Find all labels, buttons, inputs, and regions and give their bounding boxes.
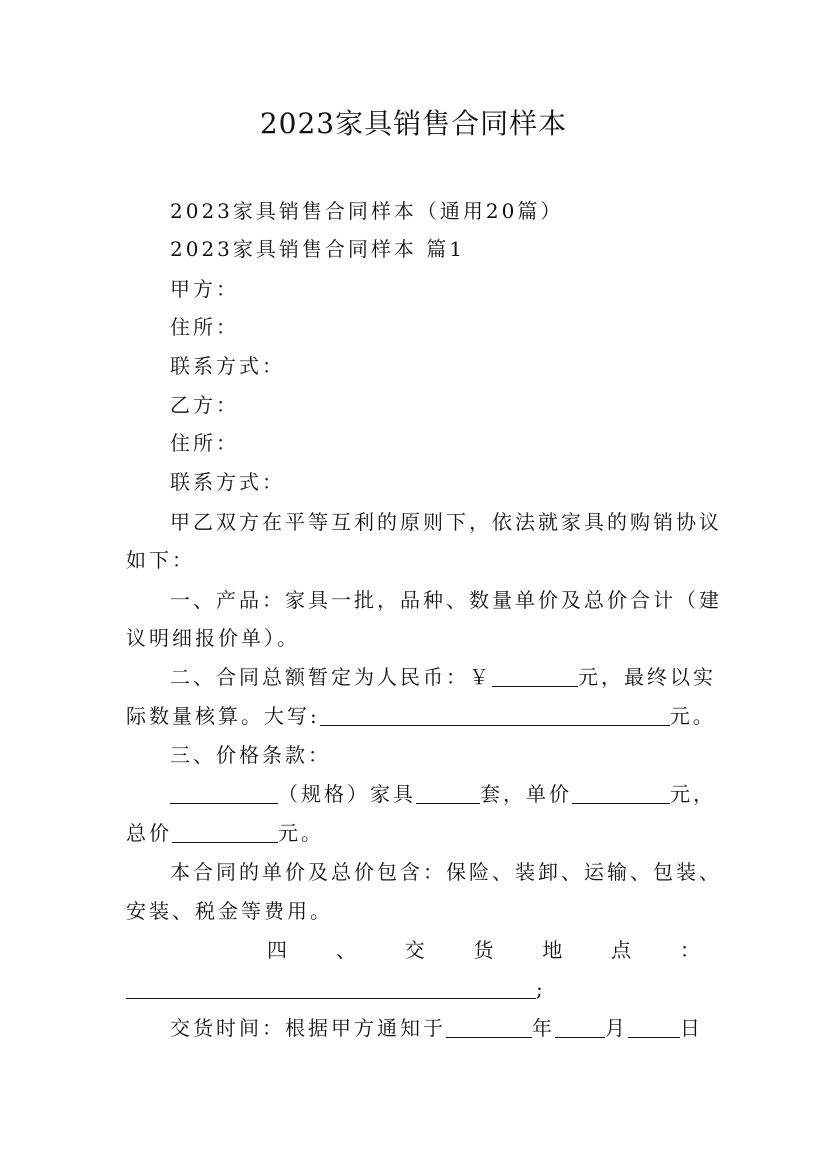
month-blank[interactable]	[555, 1015, 605, 1038]
party-b-label: 乙方：	[170, 393, 239, 417]
day-label: 日	[680, 1016, 703, 1040]
clause3-line-2	[126, 818, 324, 848]
document-subtitle: 2023家具销售合同样本（通用20篇）	[170, 199, 564, 223]
clause2-line-2	[126, 701, 716, 731]
delivery-time-line	[170, 1013, 703, 1043]
clause2-capital-label: 际数量核算。大写:	[126, 704, 320, 728]
clause2-amount-suffix: 元，最终以实	[578, 665, 716, 689]
clause2-capital-suffix: 元。	[669, 704, 716, 728]
clause1-line-1: 一、产品：家具一批，品种、数量单价及总价合计（建	[170, 588, 722, 612]
party-a-label: 甲方：	[170, 277, 239, 301]
clause4-char-6: 点	[611, 938, 632, 962]
year-blank[interactable]	[446, 1015, 532, 1038]
clause1-line-2: 议明细报价单）。	[126, 626, 300, 650]
clause4-char-4: 货	[473, 938, 494, 962]
delivery-location-line	[126, 974, 546, 1004]
clause3-unit-suffix: 元，	[670, 782, 716, 806]
amount-blank[interactable]	[492, 664, 578, 687]
intro-line-2: 如下：	[126, 548, 195, 572]
quantity-blank[interactable]	[416, 781, 480, 804]
capital-amount-blank[interactable]	[320, 703, 670, 726]
clause2-line-1	[170, 662, 716, 692]
clause4-char-5: 地	[542, 938, 563, 962]
day-blank[interactable]	[628, 1015, 680, 1038]
unit-price-blank[interactable]	[572, 781, 670, 804]
party-b-contact: 联系方式：	[170, 470, 285, 494]
clause4-heading	[170, 935, 700, 965]
month-label: 月	[605, 1016, 628, 1040]
document-title: 2023家具销售合同样本	[259, 107, 568, 140]
year-label: 年	[532, 1016, 555, 1040]
clause3-include-line-1: 本合同的单价及总价包含：保险、装卸、运输、包装、	[170, 860, 722, 884]
clause3-total-label: 总价	[126, 821, 172, 845]
spec-blank[interactable]	[170, 781, 278, 804]
clause2-amount-label: 二、合同总额暂定为人民币：￥	[170, 665, 492, 689]
clause3-unit-label: 套，单价	[480, 782, 572, 806]
clause3-total-suffix: 元。	[278, 821, 324, 845]
party-a-address: 住所：	[170, 315, 239, 339]
clause4-char-7: ：	[679, 938, 700, 962]
clause4-char-1: 四	[267, 938, 287, 962]
delivery-location-end: ;	[536, 977, 546, 1001]
party-b-address: 住所：	[170, 431, 239, 455]
clause3-line-1	[170, 779, 716, 809]
intro-line-1: 甲乙双方在平等互利的原则下，依法就家具的购销协议	[170, 510, 722, 534]
total-price-blank[interactable]	[172, 820, 278, 843]
clause4-char-3: 交	[404, 938, 425, 962]
clause3-include-line-2: 安装、税金等费用。	[126, 899, 333, 923]
delivery-time-label: 交货时间：根据甲方通知于	[170, 1016, 446, 1040]
clause3-spec-label: （规格）家具	[278, 782, 416, 806]
clause4-char-2: 、	[335, 938, 356, 962]
section-heading: 2023家具销售合同样本 篇1	[170, 237, 465, 261]
delivery-location-blank[interactable]	[126, 976, 536, 999]
clause3-heading: 三、价格条款：	[170, 743, 331, 767]
party-a-contact: 联系方式：	[170, 354, 285, 378]
